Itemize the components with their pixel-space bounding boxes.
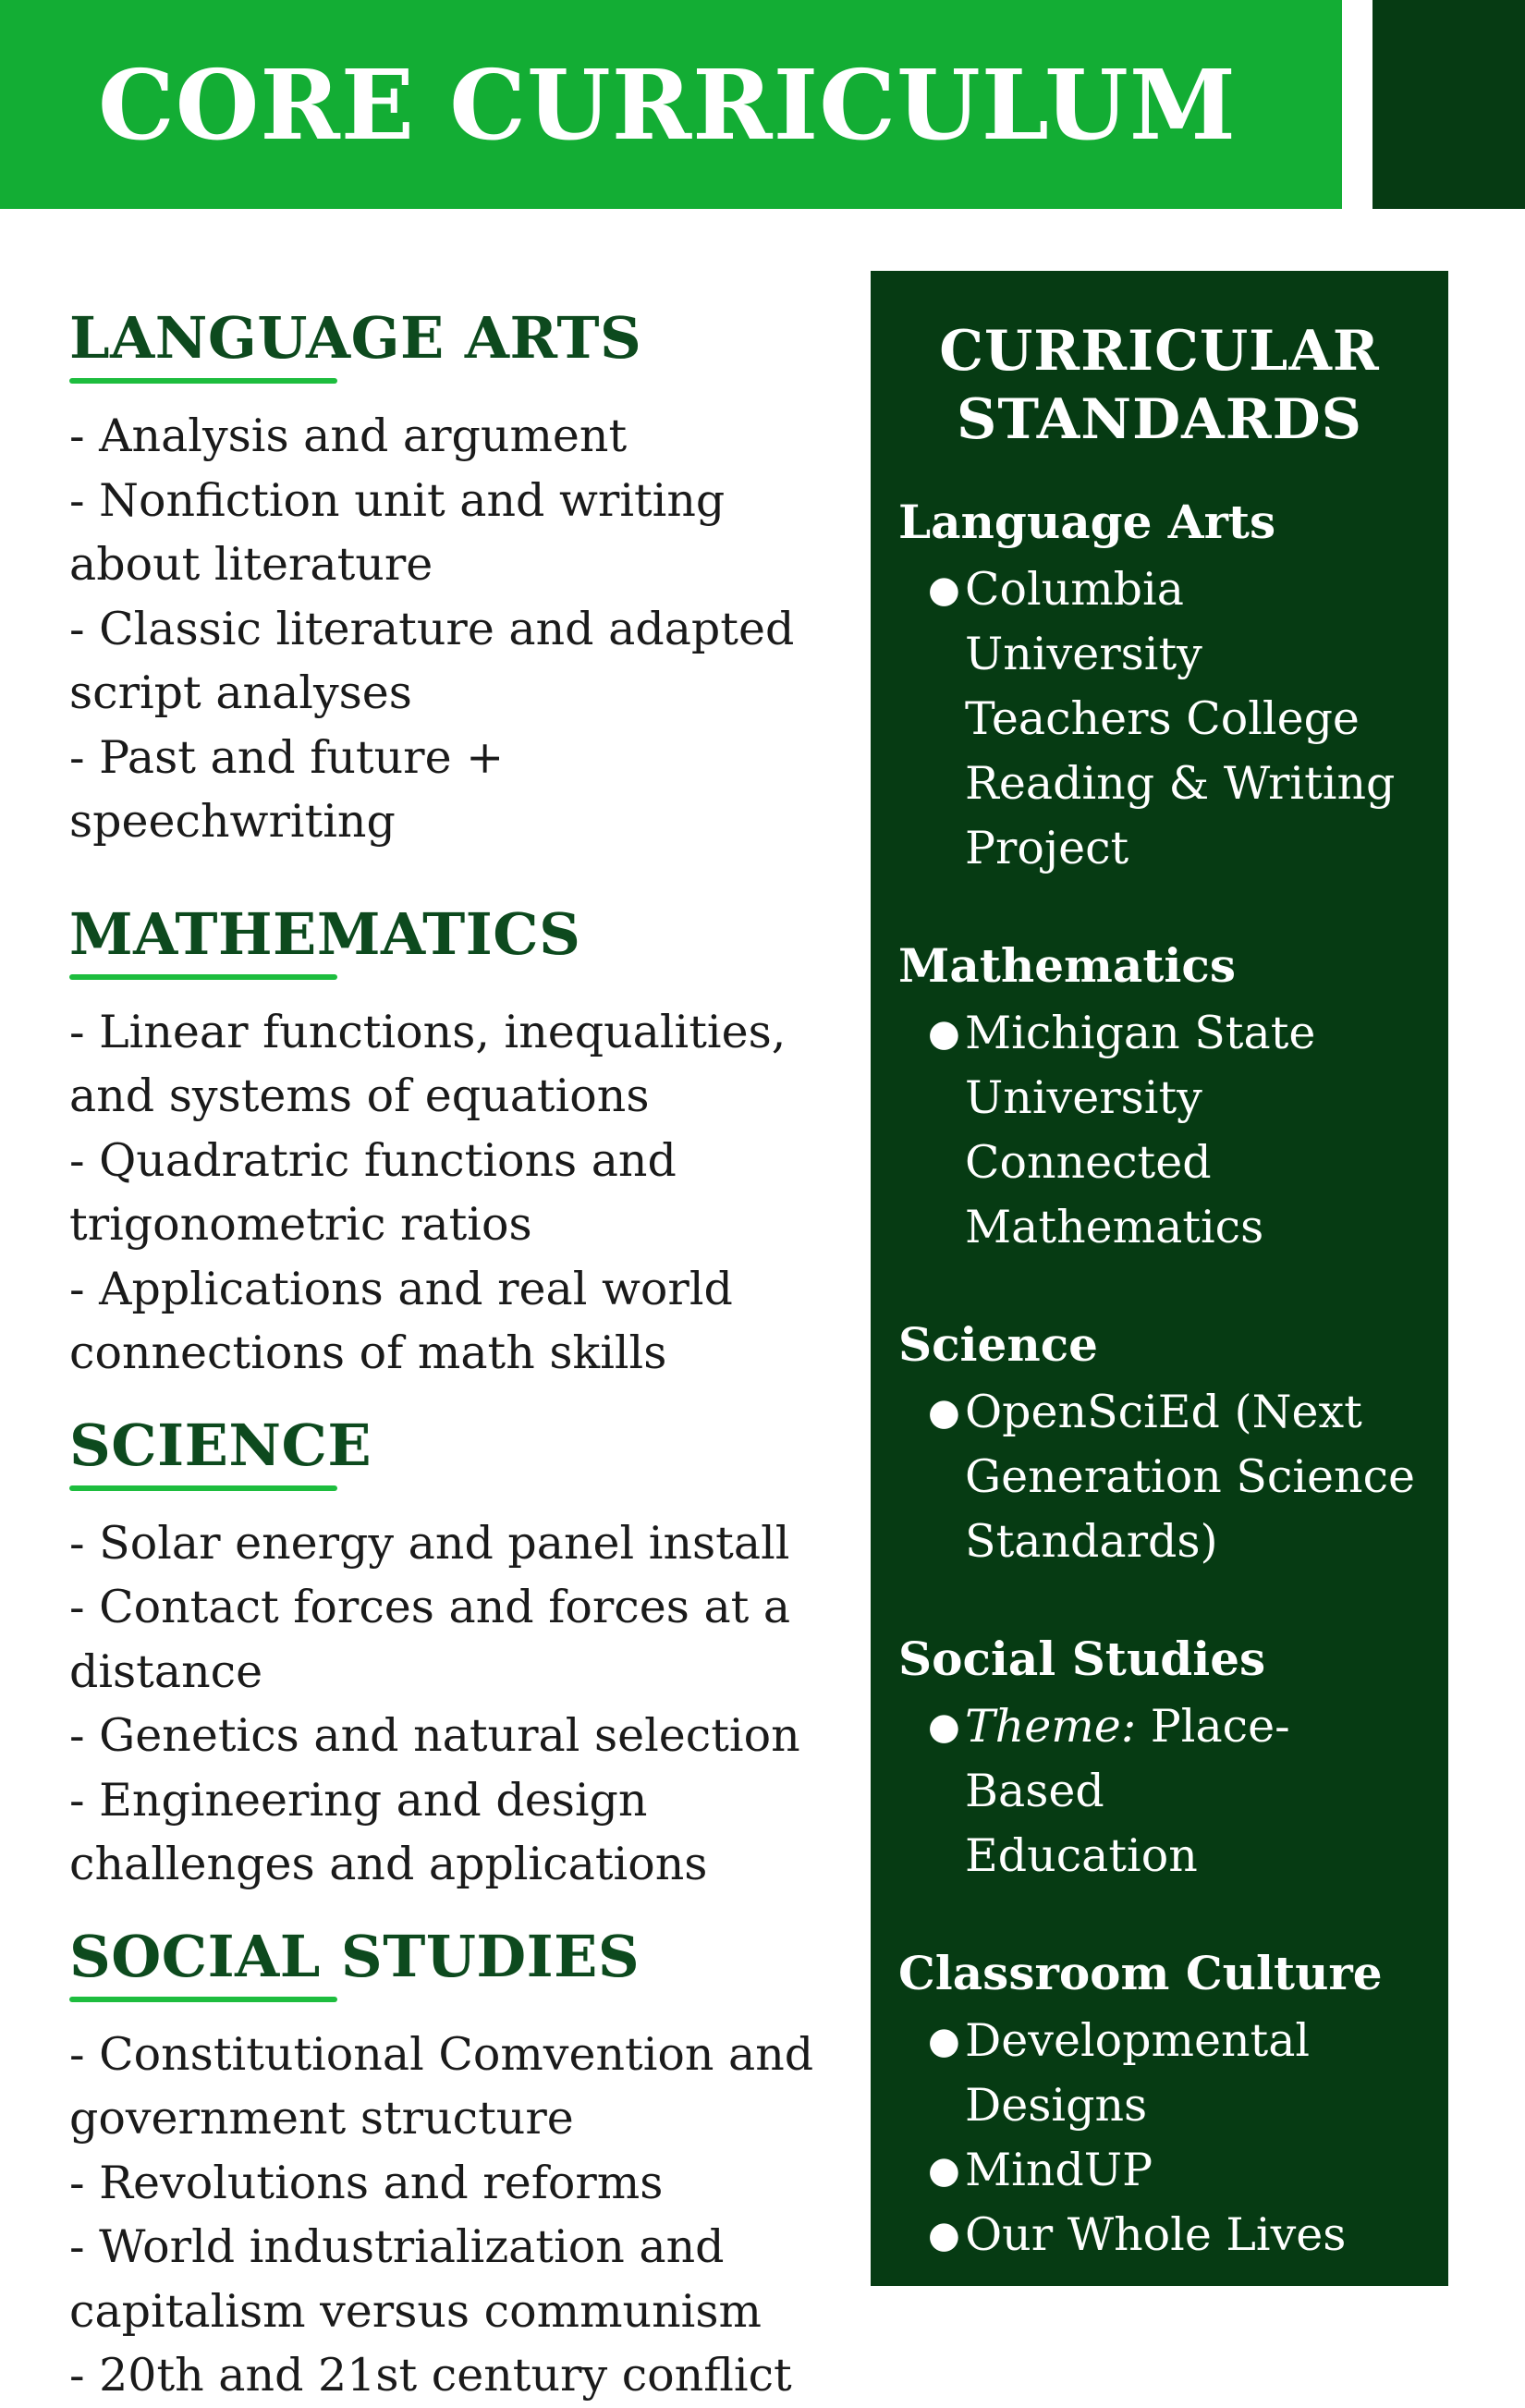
heading-underline xyxy=(69,974,337,980)
theme-label: Theme: xyxy=(965,1700,1137,1753)
section-science xyxy=(69,1411,836,1897)
standards-heading: Science xyxy=(898,1317,1098,1372)
item-line: Mathematics xyxy=(965,1201,1264,1253)
section-line: trigonometric ratios xyxy=(69,1198,532,1251)
standards-list xyxy=(898,1380,1421,1574)
section-social-studies xyxy=(69,1922,836,2408)
standards-item xyxy=(898,2138,1421,2203)
section-line: - Contact forces and forces at a xyxy=(69,1581,791,1633)
standards-item xyxy=(898,1694,1421,1889)
panel-title xyxy=(898,317,1421,454)
bullet-icon: ● xyxy=(928,2020,960,2062)
item-line: Teachers College xyxy=(965,692,1360,745)
standards-heading: Classroom Culture xyxy=(898,1946,1383,2000)
standards-list xyxy=(898,1694,1421,1889)
item-line: Connected xyxy=(965,1136,1212,1189)
bullet-icon: ● xyxy=(928,1391,960,1434)
section-language-arts xyxy=(69,304,836,854)
standards-list xyxy=(898,1001,1421,1260)
section-line: - Revolutions and reforms xyxy=(69,2156,664,2209)
section-line: - Quadratric functions and xyxy=(69,1133,677,1187)
item-line: Reading & Writing xyxy=(965,757,1396,810)
section-line: - Nonfiction unit and writing xyxy=(69,473,726,527)
standards-heading: Mathematics xyxy=(898,938,1236,993)
item-line: OpenSciEd (Next xyxy=(965,1386,1362,1438)
section-line: - Past and future + speechwriting xyxy=(69,730,505,848)
standards-group-science xyxy=(898,1315,1421,1574)
section-line: connections of math skills xyxy=(69,1326,667,1379)
item-line: Michigan State xyxy=(965,1007,1316,1059)
bullet-icon: ● xyxy=(928,1705,960,1748)
heading-underline xyxy=(69,378,337,384)
item-line: University xyxy=(965,1071,1202,1124)
bullet-icon: ● xyxy=(928,2149,960,2192)
standards-group-classroom-culture xyxy=(898,1944,1421,2267)
bullet-icon: ● xyxy=(928,2214,960,2256)
standards-group-social-studies xyxy=(898,1630,1421,1889)
panel-title-line: CURRICULAR xyxy=(939,319,1380,384)
standards-item xyxy=(898,2009,1421,2138)
header-banner xyxy=(0,0,1342,209)
panel-title-line: STANDARDS xyxy=(957,387,1362,452)
standards-heading: Language Arts xyxy=(898,495,1276,549)
section-line: - Classic literature and adapted xyxy=(69,602,795,655)
item-line: Education xyxy=(965,1829,1198,1882)
section-line: government structure xyxy=(69,2092,574,2145)
bullet-icon: ● xyxy=(928,1012,960,1055)
item-line: MindUP xyxy=(965,2144,1153,2196)
section-line: - Constitutional Comvention and xyxy=(69,2027,814,2081)
item-line: Project xyxy=(965,822,1129,874)
bullet-icon: ● xyxy=(928,568,960,611)
header-accent-block xyxy=(1372,0,1525,209)
section-mathematics xyxy=(69,899,836,1386)
item-line: Designs xyxy=(965,2079,1148,2132)
page-title: CORE CURRICULUM xyxy=(98,47,1237,162)
section-line: - Engineering and design xyxy=(69,1773,648,1827)
heading-underline xyxy=(69,1485,337,1491)
section-heading: MATHEMATICS xyxy=(69,899,581,968)
standards-item xyxy=(898,1001,1421,1260)
section-line: capitalism versus communism xyxy=(69,2284,762,2338)
standards-item xyxy=(898,1380,1421,1574)
curricular-standards-panel xyxy=(871,271,1448,2286)
standards-item xyxy=(898,557,1421,881)
section-line: - Genetics and natural selection xyxy=(69,1709,800,1762)
section-line: - World industrialization and xyxy=(69,2220,725,2273)
section-line: about literature xyxy=(69,538,433,591)
standards-list xyxy=(898,557,1421,881)
heading-underline xyxy=(69,1997,337,2002)
section-line: script analyses xyxy=(69,666,412,719)
section-line: challenges and applications xyxy=(69,1838,708,1890)
section-heading: LANGUAGE ARTS xyxy=(69,304,642,372)
section-line: - Solar energy and panel install xyxy=(69,1516,790,1570)
item-line: Developmental xyxy=(965,2014,1311,2067)
core-curriculum-column xyxy=(69,304,836,2408)
item-line: Generation Science xyxy=(965,1450,1416,1503)
section-line: and systems of equations xyxy=(69,1070,650,1122)
section-line: distance xyxy=(69,1644,263,1698)
item-line: Columbia University xyxy=(965,563,1202,680)
standards-group-mathematics xyxy=(898,936,1421,1260)
section-heading: SCIENCE xyxy=(69,1411,372,1479)
standards-item xyxy=(898,2203,1421,2267)
section-heading: SOCIAL STUDIES xyxy=(69,1922,640,1990)
section-line: - Analysis and argument xyxy=(69,409,628,462)
item-line: Place-Based xyxy=(965,1700,1290,1817)
standards-list xyxy=(898,2009,1421,2267)
item-line: Our Whole Lives xyxy=(965,2208,1347,2261)
section-line: - Linear functions, inequalities, xyxy=(69,1005,787,1058)
standards-heading: Social Studies xyxy=(898,1632,1266,1686)
item-line: Standards) xyxy=(965,1515,1218,1568)
section-line: - Applications and real world xyxy=(69,1262,733,1315)
standards-group-language-arts xyxy=(898,493,1421,881)
section-line: - 20th and 21st century conflict xyxy=(69,2349,792,2402)
